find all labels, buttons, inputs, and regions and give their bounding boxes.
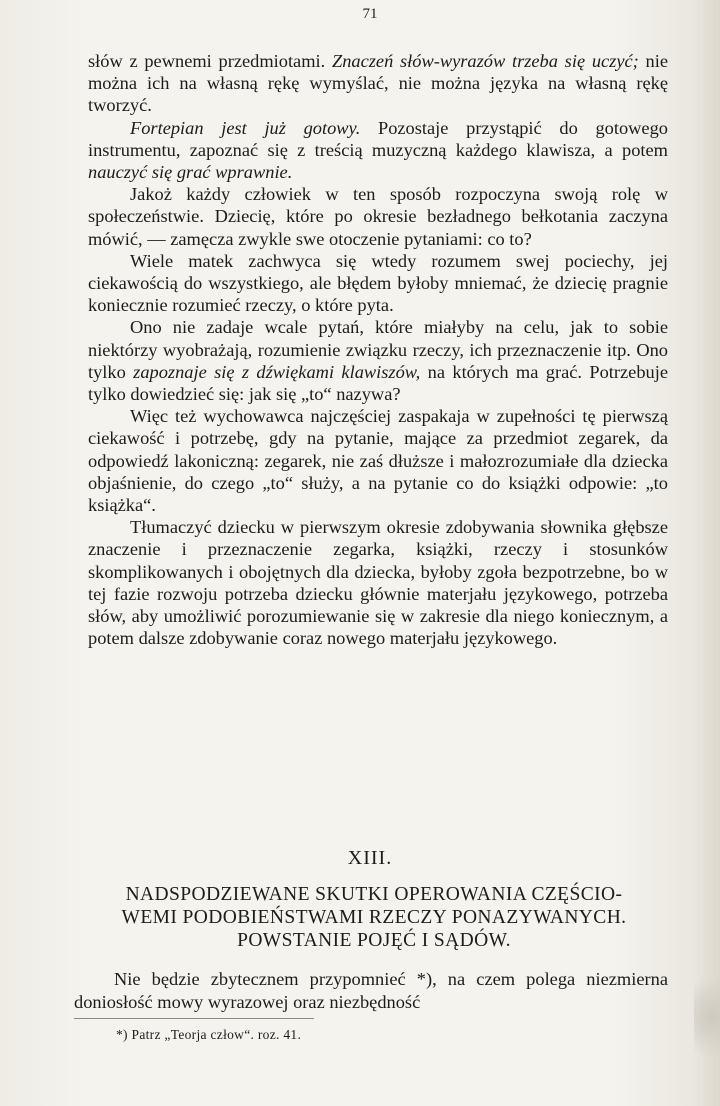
footnote-divider	[74, 1018, 314, 1019]
text-segment: Wiele matek zachwyca się wtedy rozumem swej pociechy, jej ciekawością do wszystkiego, ale błędem byłoby mniemać, że dziecię pragnie koniecznie rozumieć rzeczy, o które pyta.	[88, 250, 668, 316]
text-segment: na których ma grać. Potrzebuje tylko dowiedzieć się: jak się „to“ nazywa?	[88, 361, 668, 405]
italic-text: nauczyć się grać wprawnie.	[88, 162, 293, 183]
section-title-line: NADSPODZIEWANE SKUTKI OPEROWANIA CZĘŚCIO-	[125, 884, 623, 905]
text-segment: Jakoż każdy człowiek w ten sposób rozpoczyna swoją rolę w społeczeństwie. Dziecię, które po okresie bezładnego bełkotania zaczyna mówić, — zamęcza zwykle swe otoczenie pytaniami: co to?	[88, 184, 668, 249]
italic-text: zapoznaje się z dźwiękami klawiszów,	[133, 361, 421, 382]
paragraph	[88, 250, 668, 317]
italic-text: Fortepian jest już gotowy.	[130, 117, 361, 138]
footnote: *) Patrz „Teorja człow“. roz. 41.	[116, 1027, 302, 1042]
page-number: 71	[362, 6, 378, 22]
section-number: XIII.	[347, 847, 393, 869]
paragraph	[88, 405, 668, 516]
section-opening-paragraph: Nie będzie zbytecznem przypomnieć *), na czem polega niezmierna doniosłość mowy wyrazowej oraz niezbędność	[74, 969, 668, 1012]
text-segment: Pozostaje przystąpić do gotowego instrumentu, zapoznać się z treścią muzyczną każdego klawisza, a potem	[88, 117, 668, 160]
paragraph	[88, 316, 668, 405]
paragraph	[88, 516, 668, 649]
text-segment: słów z pewnemi przedmiotami.	[88, 51, 332, 71]
section-title-line: POWSTANIE POJĘĆ I SĄDÓW.	[237, 930, 511, 951]
section-opening	[74, 968, 668, 1013]
paragraph	[88, 50, 668, 117]
paragraph	[88, 183, 668, 250]
text-segment: Tłumaczyć dziecku w pierwszym okresie zdobywania słownika głębsze znaczenie i przeznaczenie zegarka, książki, rzeczy i stosunków skomplikowanych i obojętnych dla dziecka, byłoby zgoła bezpotrzebne, bo w tej fazie rozwoju potrzeba dziecku głównie materjału językowego, potrzeba słów, aby umożliwić porozumiewanie się w zakresie dla niego koniecznym, a potem dalsze zdobywanie coraz nowego materjału językowego.	[88, 517, 668, 649]
text-segment: Więc też wychowawca najczęściej zaspakaja w zupełności tę pierwszą ciekawość i potrzebę, gdy na pytanie, mające za przedmiot zegarek, da odpowiedź lakoniczną: zegarek, nie zaś dłuższe i małozrozumiałe dla dziecka objaśnienie, do czego „to“ służy, a na pytanie co do książki odpowie: „to książka“.	[88, 406, 668, 516]
text-segment: nie można ich na własną rękę wymyślać, nie można języka na własną rękę tworzyć.	[88, 51, 668, 116]
section-title-line: WEMI PODOBIEŃSTWAMI RZECZY PONAZYWANYCH.	[121, 907, 627, 928]
paragraph	[88, 117, 668, 184]
page-edge-shadow	[694, 0, 720, 1106]
italic-text: Znaczeń słów-wyrazów trzeba się uczyć;	[331, 51, 639, 71]
text-segment: Ono nie zadaje wcale pytań, które miałyby na celu, jak to sobie niektórzy wyobrażają, rozumienie związku rzeczy, ich przeznaczenie itp. Ono tylko	[88, 317, 668, 382]
main-text	[88, 50, 668, 649]
section-title	[74, 883, 674, 952]
